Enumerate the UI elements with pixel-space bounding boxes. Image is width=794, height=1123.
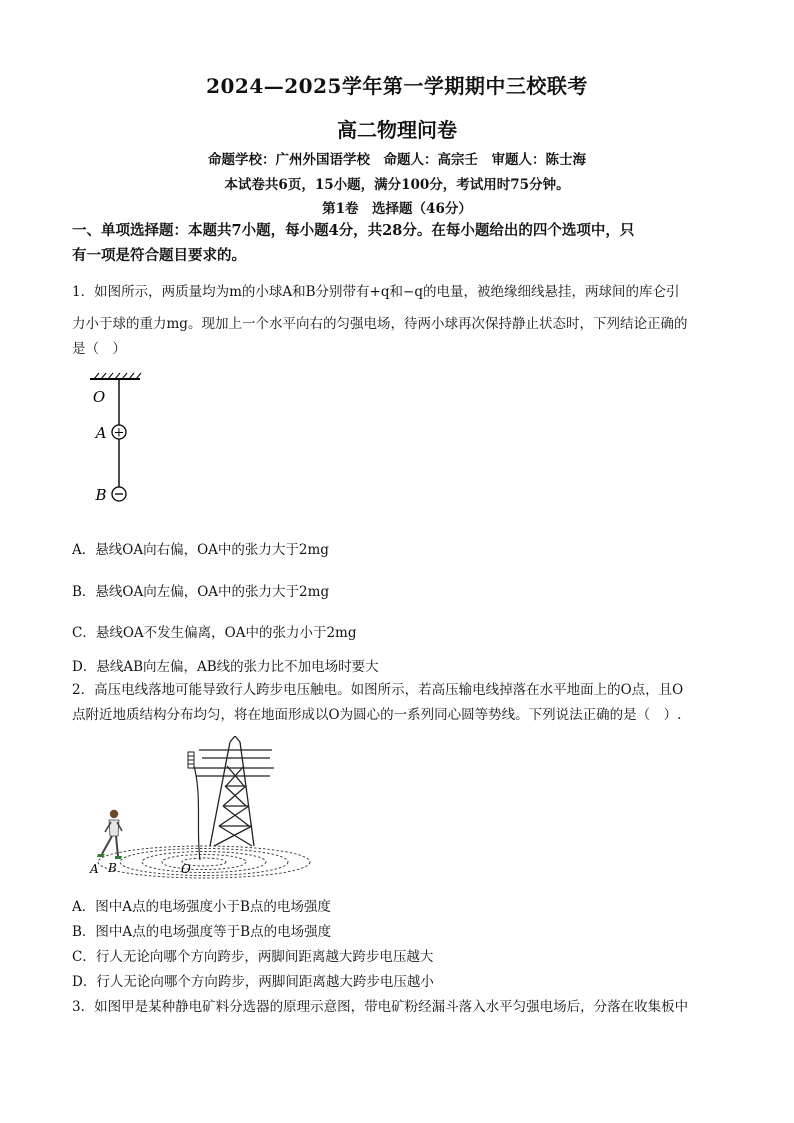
- exam-title: 2024—2025学年第一学期期中三校联考: [206, 74, 588, 98]
- q2-option-d: D．行人无论向哪个方向跨步，两脚间距离越大跨步电压越小: [72, 974, 434, 990]
- q2-text-line2: 点附近地质结构分布均匀，将在地面形成以O为圆心的一系列同心圆等势线。下列说法正确的是（ ）.: [72, 707, 682, 723]
- q2-figure-power-line: [84, 736, 374, 881]
- label-b: B: [108, 861, 117, 875]
- exam-subtitle: 高二物理问卷: [337, 118, 457, 142]
- q1-text-line2: 力小于球的重力mg。现加上一个水平向右的匀强电场，待两小球再次保持静止状态时，下列结论正确的: [72, 316, 688, 332]
- q2-text-line1: 2．高压电线落地可能导致行人跨步电压触电。如图所示，若高压输电线掉落在水平地面上的O点，且O: [72, 682, 684, 698]
- pedestrian-icon: [97, 810, 122, 859]
- label-o: O: [181, 862, 191, 876]
- equipotential-circles: [98, 846, 310, 878]
- q2-option-a: A．图中A点的电场强度小于B点的电场强度: [72, 899, 331, 915]
- exam-instructions: 本试卷共6页，15小题，满分100分，考试用时75分钟。: [224, 177, 570, 193]
- label-a: A: [95, 424, 107, 442]
- q2-option-b: B．图中A点的电场强度等于B点的电场强度: [72, 924, 332, 940]
- label-o: O: [92, 388, 106, 406]
- q2-option-c: C．行人无论向哪个方向跨步，两脚间距离越大跨步电压越大: [72, 949, 434, 965]
- label-a: A: [90, 862, 99, 876]
- q1-option-a: A．悬线OA向右偏，OA中的张力大于2mg: [72, 542, 329, 558]
- q1-text-line1: 1．如图所示，两质量均为m的小球A和B分别带有+q和−q的电量，被绝缘细线悬挂，两球间的库仑引: [72, 284, 680, 300]
- q1-option-d: D．悬线AB向左偏，AB线的张力比不加电场时要大: [72, 659, 379, 675]
- exam-authors: 命题学校：广州外国语学校 命题人：高宗壬 审题人：陈士海: [208, 152, 586, 168]
- section-heading-line2: 有一项是符合题目要求的。: [72, 247, 246, 264]
- section-heading: [72, 218, 722, 268]
- section-heading-line1: 一、单项选择题：本题共7小题，每小题4分，共28分。在每小题给出的四个选项中，只: [72, 222, 635, 239]
- q1-text-line3: 是（ ）: [72, 341, 126, 357]
- q1-option-b: B．悬线OA向左偏，OA中的张力大于2mg: [72, 584, 330, 600]
- transmission-tower: [192, 736, 274, 846]
- q1-option-c: C．悬线OA不发生偏离，OA中的张力小于2mg: [72, 625, 357, 641]
- label-b: B: [95, 486, 107, 504]
- plus-sign: +: [113, 425, 125, 441]
- part-heading: 第1卷 选择题（46分）: [322, 201, 472, 217]
- q1-figure-suspended-balls: [86, 372, 146, 512]
- insulator-icon: [188, 752, 194, 768]
- q3-text-line1: 3．如图甲是某种静电矿料分选器的原理示意图，带电矿粉经漏斗落入水平匀强电场后，分落在收集板中: [72, 999, 689, 1015]
